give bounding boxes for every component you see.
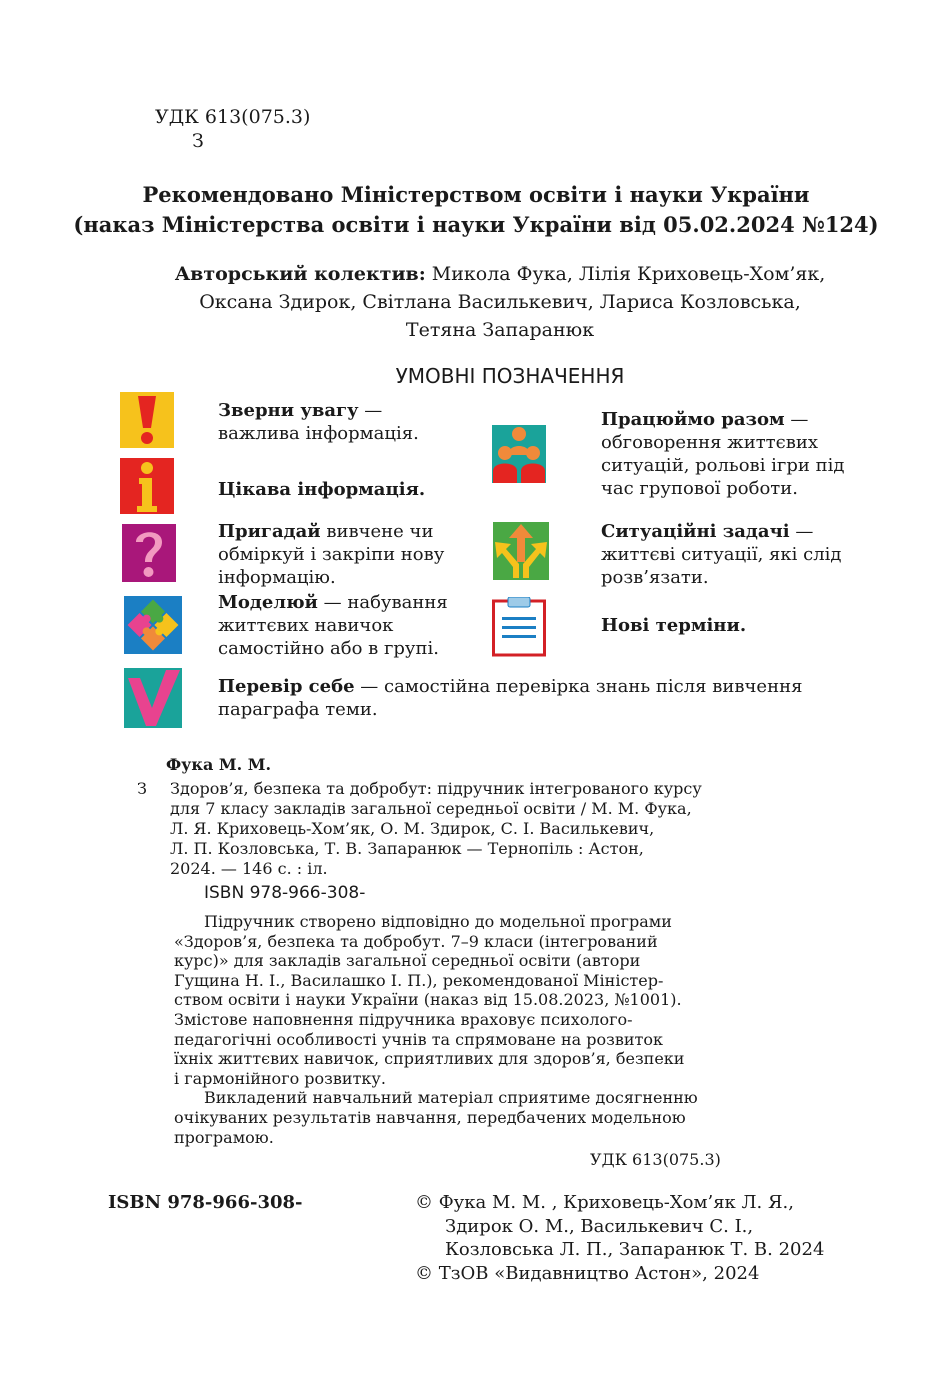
legend-term: Нові терміни. — [601, 615, 747, 636]
legend-desc: важлива інформація. — [218, 423, 419, 444]
annotation-line: «Здоров’я, безпека та добробут. 7–9 класи (інтегрований — [174, 931, 658, 951]
udk-code: УДК 613(075.3) — [155, 106, 311, 128]
exclamation-icon — [120, 392, 174, 448]
team-icon — [492, 425, 546, 481]
legend-desc: обговорення життєвих — [601, 432, 818, 453]
recommendation-block — [0, 180, 952, 240]
legend-desc: — набування — [317, 592, 448, 613]
reference-isbn: ISBN 978-966-308- — [204, 883, 366, 903]
recommendation-line-2: (наказ Міністерства освіти і науки України від 05.02.2024 №124) — [73, 212, 879, 237]
legend-term: Моделюй — [218, 592, 318, 613]
annotation-line: очікуваних результатів навчання, передбачених модельною — [174, 1107, 686, 1127]
annotation-line: педагогічні особливості учнів та спрямоване на розвиток — [174, 1029, 664, 1049]
legend-desc: ситуацій, рольові ігри під — [601, 455, 845, 476]
reference-body — [170, 779, 702, 879]
copyright-line: © ТзОВ «Видавництво Астон», 2024 — [415, 1262, 760, 1284]
legend-desc: — — [784, 409, 809, 430]
authors-line-1: Микола Фука, Лілія Криховець-Хом’як, — [425, 263, 826, 285]
authors-label: Авторський колектив: — [174, 263, 426, 285]
legend-desc: — — [358, 400, 383, 421]
clipboard-icon — [492, 597, 546, 653]
legend-desc: час групової роботи. — [601, 478, 798, 499]
question-icon — [122, 524, 176, 580]
recommendation-line-1: Рекомендовано Міністерством освіти і науки України — [142, 182, 810, 207]
legend-item-attention — [218, 399, 419, 445]
legend-term: Зверни увагу — [218, 400, 359, 421]
legend-desc: параграфа теми. — [218, 699, 378, 720]
annotation-udk: УДК 613(075.3) — [590, 1150, 721, 1169]
reference-letter: З — [137, 779, 147, 798]
legend-item-recall — [218, 520, 444, 589]
annotation-line: їхніх життєвих навичок, сприятливих для здоров’я, безпеки — [174, 1049, 685, 1069]
annotation-line: Змістове наповнення підручника враховує психолого- — [174, 1009, 633, 1029]
legend-desc: — — [789, 521, 814, 542]
annotation — [174, 912, 722, 1147]
legend-item-teamwork — [601, 408, 844, 500]
authors-line-3: Тетяна Запаранюк — [405, 319, 595, 341]
legend-term: Ситуаційні задачі — [601, 521, 790, 542]
copyright-line: Здирок О. М., Василькевич С. І., — [445, 1215, 754, 1237]
annotation-line: і гармонійного розвитку. — [174, 1068, 386, 1088]
legend-desc: інформацію. — [218, 567, 336, 588]
annotation-line: курс)» для закладів загальної середньої освіти (автори — [174, 951, 641, 971]
annotation-line: Підручник створено відповідно до модельної програми — [204, 912, 672, 931]
legend-term: Пригадай — [218, 521, 321, 542]
arrows-icon — [493, 522, 547, 578]
reference-line: Л. П. Козловська, Т. В. Запаранюк — Тернопіль : Астон, — [170, 839, 644, 858]
annotation-line: Викладений навчальний матеріал сприятиме досягненню — [204, 1088, 698, 1108]
puzzle-icon — [124, 596, 178, 652]
legend-item-model — [218, 591, 448, 660]
legend-desc: життєвих навичок — [218, 615, 394, 636]
legend-term: Перевір себе — [218, 676, 355, 697]
info-icon — [120, 458, 174, 514]
legend-item-selfcheck — [218, 675, 802, 721]
annotation-line: Гущина Н. І., Василашко І. П.), рекомендованої Міністер- — [174, 970, 664, 990]
legend-desc: розв’язати. — [601, 567, 709, 588]
legend-desc: обміркуй і закріпи нову — [218, 544, 445, 565]
legend-desc: — самостійна перевірка знань після вивчення — [354, 676, 803, 697]
copyright-line: Козловська Л. П., Запаранюк Т. В. 2024 — [445, 1239, 825, 1260]
legend-desc: самостійно або в групі. — [218, 638, 440, 659]
footer-copyright — [415, 1191, 824, 1285]
legend-title: УМОВНІ ПОЗНАЧЕННЯ — [395, 364, 625, 388]
legend-item-situations — [601, 520, 842, 589]
annotation-line: ством освіти і науки України (наказ від 15.08.2023, №1001). — [174, 990, 682, 1010]
legend-item-info — [218, 478, 425, 501]
legend-item-terms — [601, 614, 746, 637]
reference-line: 2024. — 146 с. : іл. — [170, 859, 328, 878]
annotation-line: програмою. — [174, 1127, 274, 1147]
legend-desc: життєві ситуації, які слід — [601, 544, 842, 565]
legend-term: Працюймо разом — [601, 409, 785, 430]
checkmark-icon — [124, 668, 178, 724]
reference-line: для 7 класу закладів загальної середньої освіти / М. М. Фука, — [170, 799, 692, 818]
footer-isbn: ISBN 978-966-308- — [108, 1192, 303, 1213]
legend-term: Цікава інформація. — [218, 479, 426, 500]
author-letter: З — [192, 130, 204, 152]
reference-line: Здоров’я, безпека та добробут: підручник інтегрованого курсу — [170, 779, 702, 798]
authors-block — [0, 260, 952, 344]
legend-desc: вивчене чи — [320, 521, 434, 542]
reference-line: Л. Я. Криховець-Хом’як, О. М. Здирок, С. І. Василькевич, — [170, 819, 655, 838]
authors-line-2: Оксана Здирок, Світлана Василькевич, Лариса Козловська, — [199, 291, 801, 313]
reference-author: Фука М. М. — [166, 755, 272, 774]
copyright-line: © Фука М. М. , Криховець-Хом’як Л. Я., — [415, 1192, 794, 1213]
